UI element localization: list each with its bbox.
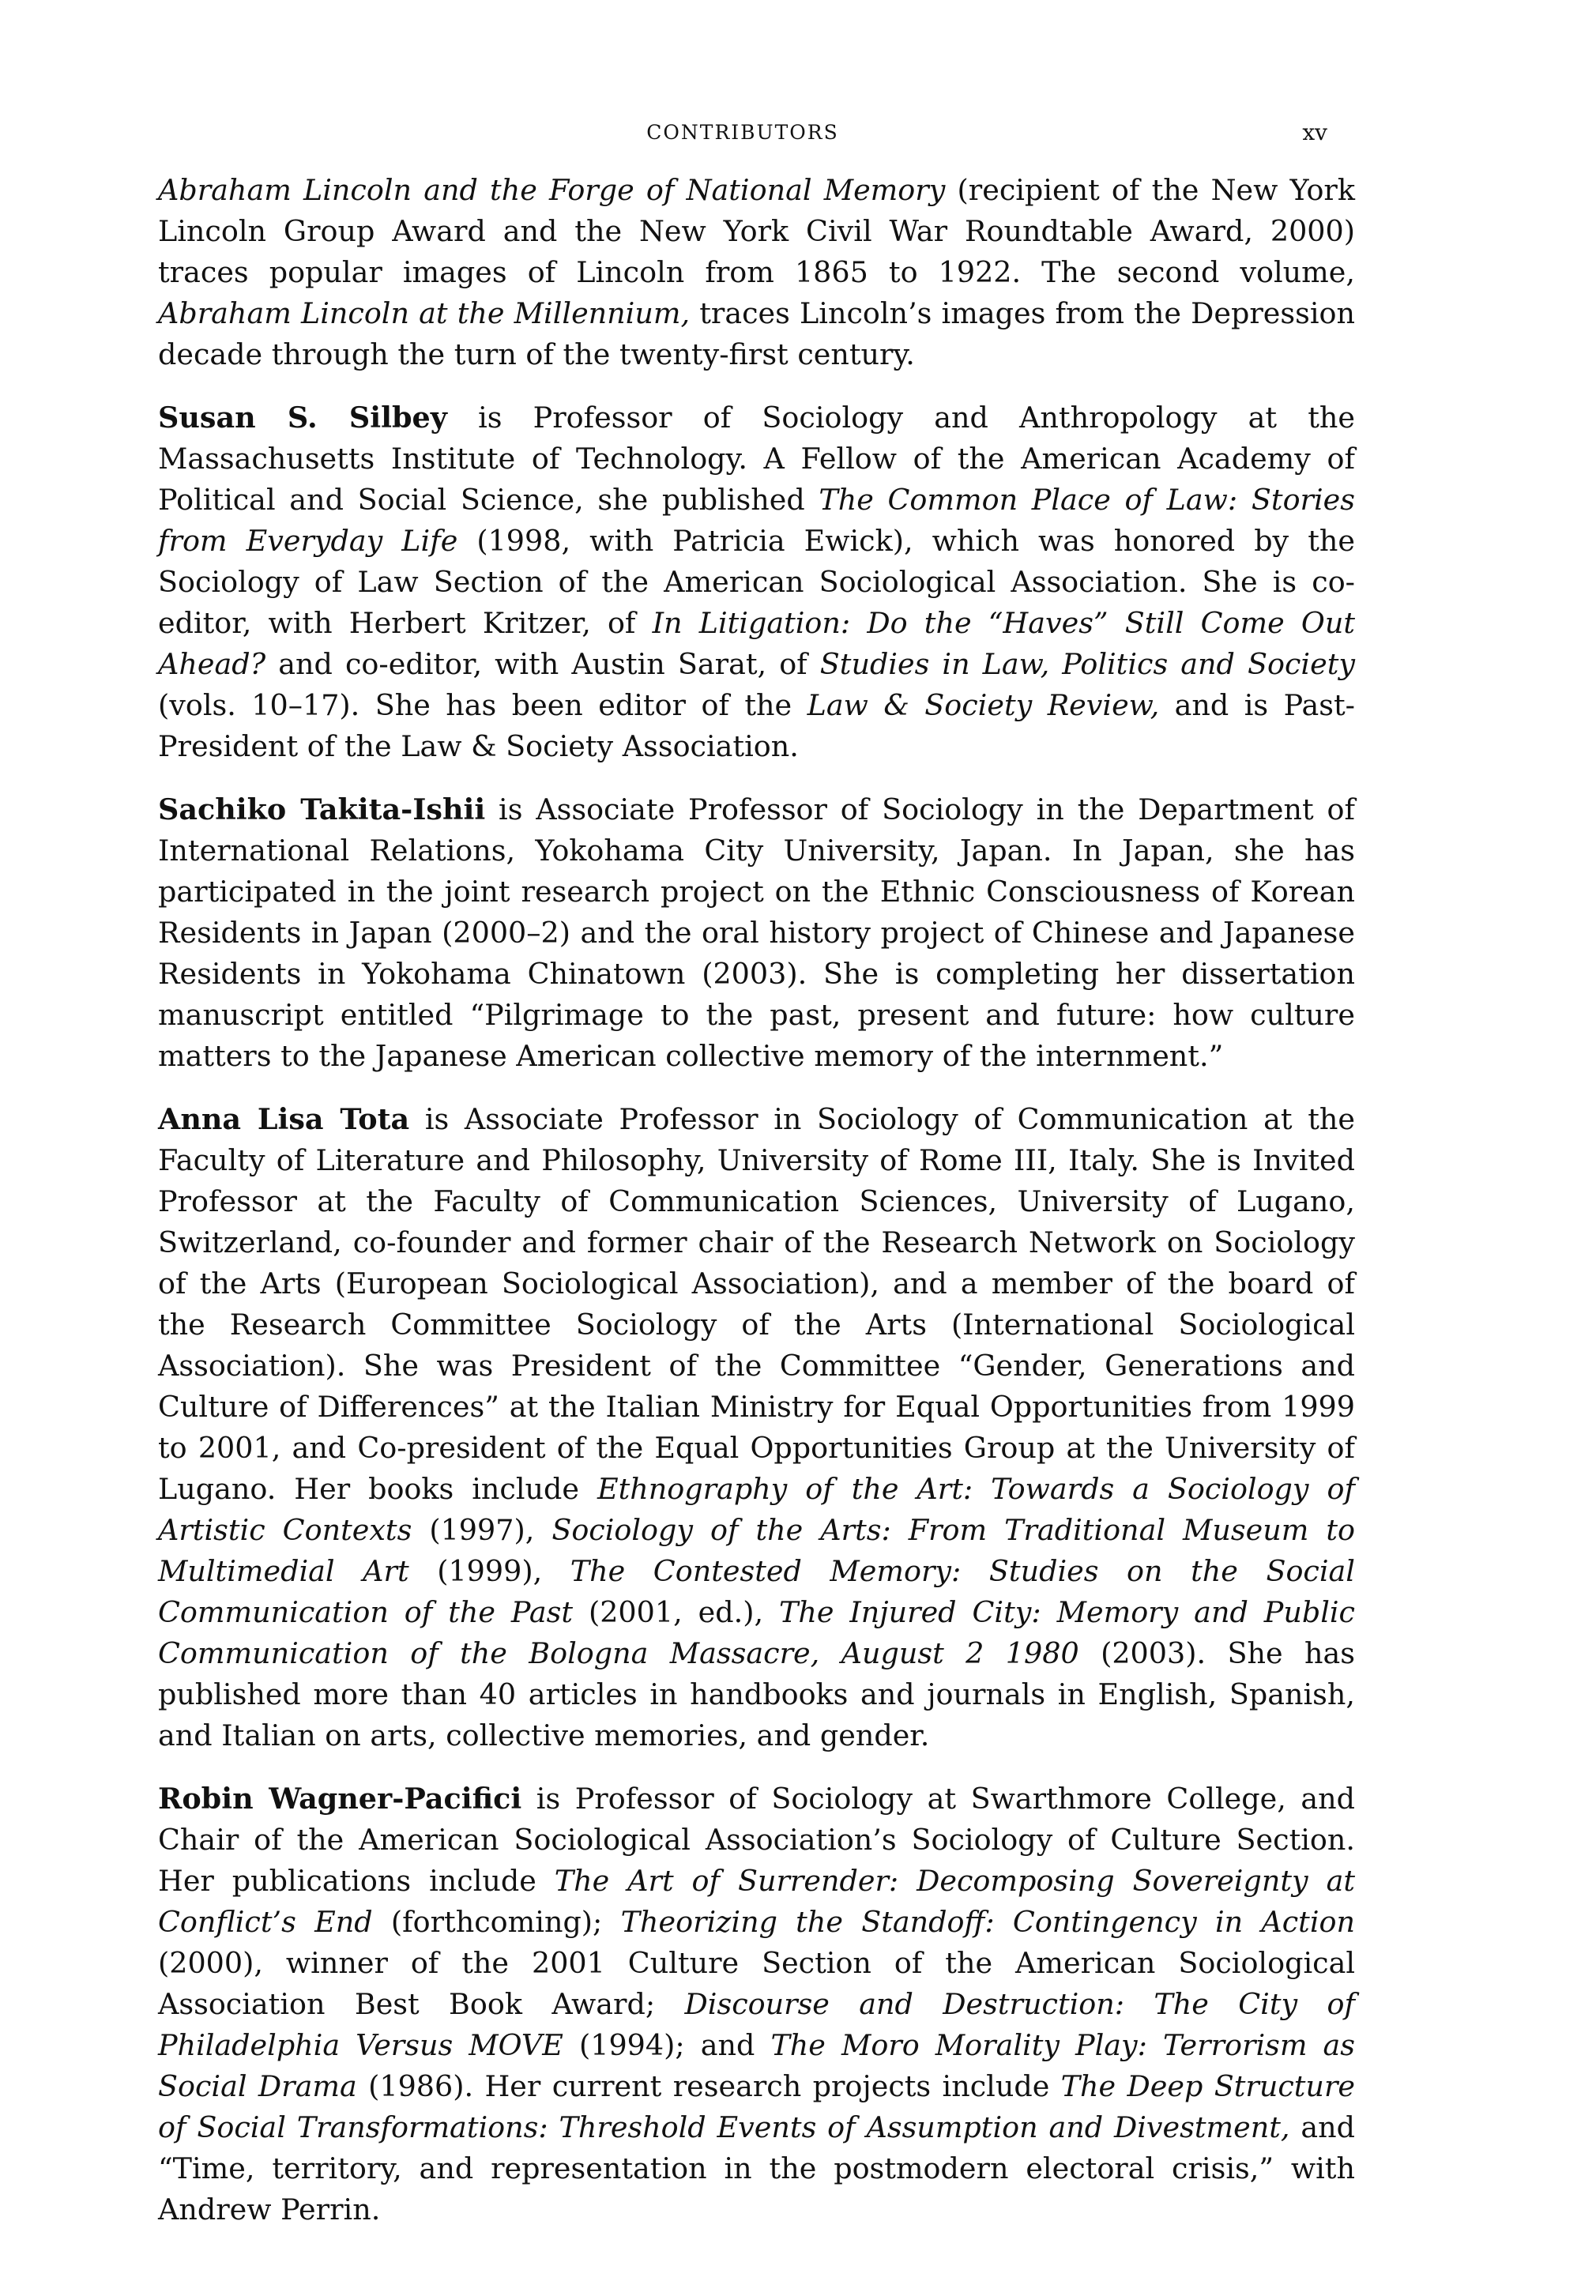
contributor-entry <box>158 1099 1355 1756</box>
bio-text: (recipient of the New York Lincoln Group Award and the New York Civil War Roundtable Award, 2000) traces popular images of Lincoln from 1865 to 1922. The second volume, <box>158 173 1356 289</box>
contributor-list <box>158 170 1355 2253</box>
bio-text: (2003). She has published more than 40 articles in handbooks and journals in English, Spanish, and Italian on arts, collective memories, and gender. <box>158 1636 1355 1752</box>
contributor-entry <box>158 170 1355 375</box>
work-title: Theorizing the Standoff: Contingency in Action <box>620 1905 1355 1939</box>
running-head <box>158 117 1327 149</box>
bio-text: is Associate Professor of Sociology in the Department of International Relations, Yokohama City University, Japan. In Japan, she has participated in the joint research project on the Ethnic Consciousness of Korean Residents in Japan (2000–2) and the oral history project of Chinese and Japanese Residents in Yokohama Chinatown (2003). She is completing her dissertation manuscript entitled “Pilgrimage to the past, present and future: how culture matters to the Japanese American collective memory of the internment.” <box>158 792 1355 1073</box>
bio-text: (2000), winner of the 2001 Culture Section of the American Sociological Association Best Book Award; <box>158 1946 1355 2021</box>
bio-text: (forthcoming); <box>372 1905 621 1939</box>
contributor-entry <box>158 789 1355 1077</box>
work-title: In Litigation: Do the “Haves” Still Come Out Ahead? <box>158 606 1355 681</box>
work-title: The Common Place of Law: Stories from Everyday Life <box>158 483 1355 558</box>
work-title: Sociology of the Arts: From Traditional Museum to Multimedial Art <box>158 1513 1355 1588</box>
contributor-name: Sachiko Takita-Ishii <box>158 792 486 826</box>
bio-text: is Professor of Sociology at Swarthmore College, and Chair of the American Sociological Association’s Sociology of Culture Section. Her publications include <box>158 1782 1355 1898</box>
work-title: Abraham Lincoln and the Forge of National Memory <box>158 173 946 207</box>
work-title: The Contested Memory: Studies on the Social Communication of the Past <box>158 1554 1355 1629</box>
work-title: Studies in Law, Politics and Society <box>819 647 1355 681</box>
contributor-entry <box>158 397 1355 767</box>
work-title: The Deep Structure of Social Transformations: Threshold Events of Assumption and Divestment, <box>158 2069 1355 2144</box>
bio-text: (1998, with Patricia Ewick), which was honored by the Sociology of Law Section of the American Sociological Association. She is co-editor, with Herbert Kritzer, of <box>158 524 1355 640</box>
bio-text: (1999), <box>408 1554 570 1588</box>
bio-text: (1997), <box>412 1513 552 1547</box>
contributor-name: Anna Lisa Tota <box>158 1102 410 1136</box>
bio-text: traces Lincoln’s images from the Depression decade through the turn of the twenty-first century. <box>158 296 1355 371</box>
bio-text: (2001, ed.), <box>573 1595 779 1629</box>
bio-text: and co-editor, with Austin Sarat, of <box>265 647 820 681</box>
work-title: The Moro Morality Play: Terrorism as Social Drama <box>158 2028 1356 2103</box>
bio-text: (vols. 10–17). She has been editor of the <box>158 688 807 722</box>
work-title: Ethnography of the Art: Towards a Sociology of Artistic Contexts <box>158 1472 1355 1547</box>
work-title: Law & Society Review, <box>807 688 1160 722</box>
running-title: CONTRIBUTORS <box>646 121 839 144</box>
bio-text: (1994); and <box>563 2028 771 2062</box>
bio-text: is Professor of Sociology and Anthropology at the Massachusetts Institute of Technology. A Fellow of the American Academy of Political and Social Science, she published <box>158 401 1355 517</box>
bio-text: (1986). Her current research projects include <box>356 2069 1061 2103</box>
contributor-name: Susan S. Silbey <box>158 401 447 435</box>
bio-text: and is Past-President of the Law & Society Association. <box>158 688 1355 763</box>
bio-text: is Associate Professor in Sociology of Communication at the Faculty of Literature and Philosophy, University of Rome III, Italy. She is Invited Professor at the Faculty of Communication Sciences, University of Lugano, Switzerland, co-founder and former chair of the Research Network on Sociology of the Arts (European Sociological Association), and a member of the board of the Research Committee Sociology of the Arts (International Sociological Association). She was President of the Committee “Gender, Generations and Culture of Differences” at the Italian Ministry for Equal Opportunities from 1999 to 2001, and Co-president of the Equal Opportunities Group at the University of Lugano. Her books include <box>158 1102 1355 1506</box>
page-number: xv <box>1302 119 1327 145</box>
contributor-name: Robin Wagner-Pacifici <box>158 1782 522 1816</box>
bio-text: and “Time, territory, and representation in the postmodern electoral crisis,” with Andrew Perrin. <box>158 2110 1355 2226</box>
contributor-entry <box>158 1778 1355 2230</box>
work-title: The Art of Surrender: Decomposing Sovereignty at Conflict’s End <box>158 1864 1355 1939</box>
work-title: The Injured City: Memory and Public Communication of the Bologna Massacre, August 2 1980 <box>158 1595 1355 1670</box>
work-title: Discourse and Destruction: The City of Philadelphia Versus MOVE <box>158 1987 1355 2062</box>
work-title: Abraham Lincoln at the Millennium, <box>158 296 691 330</box>
